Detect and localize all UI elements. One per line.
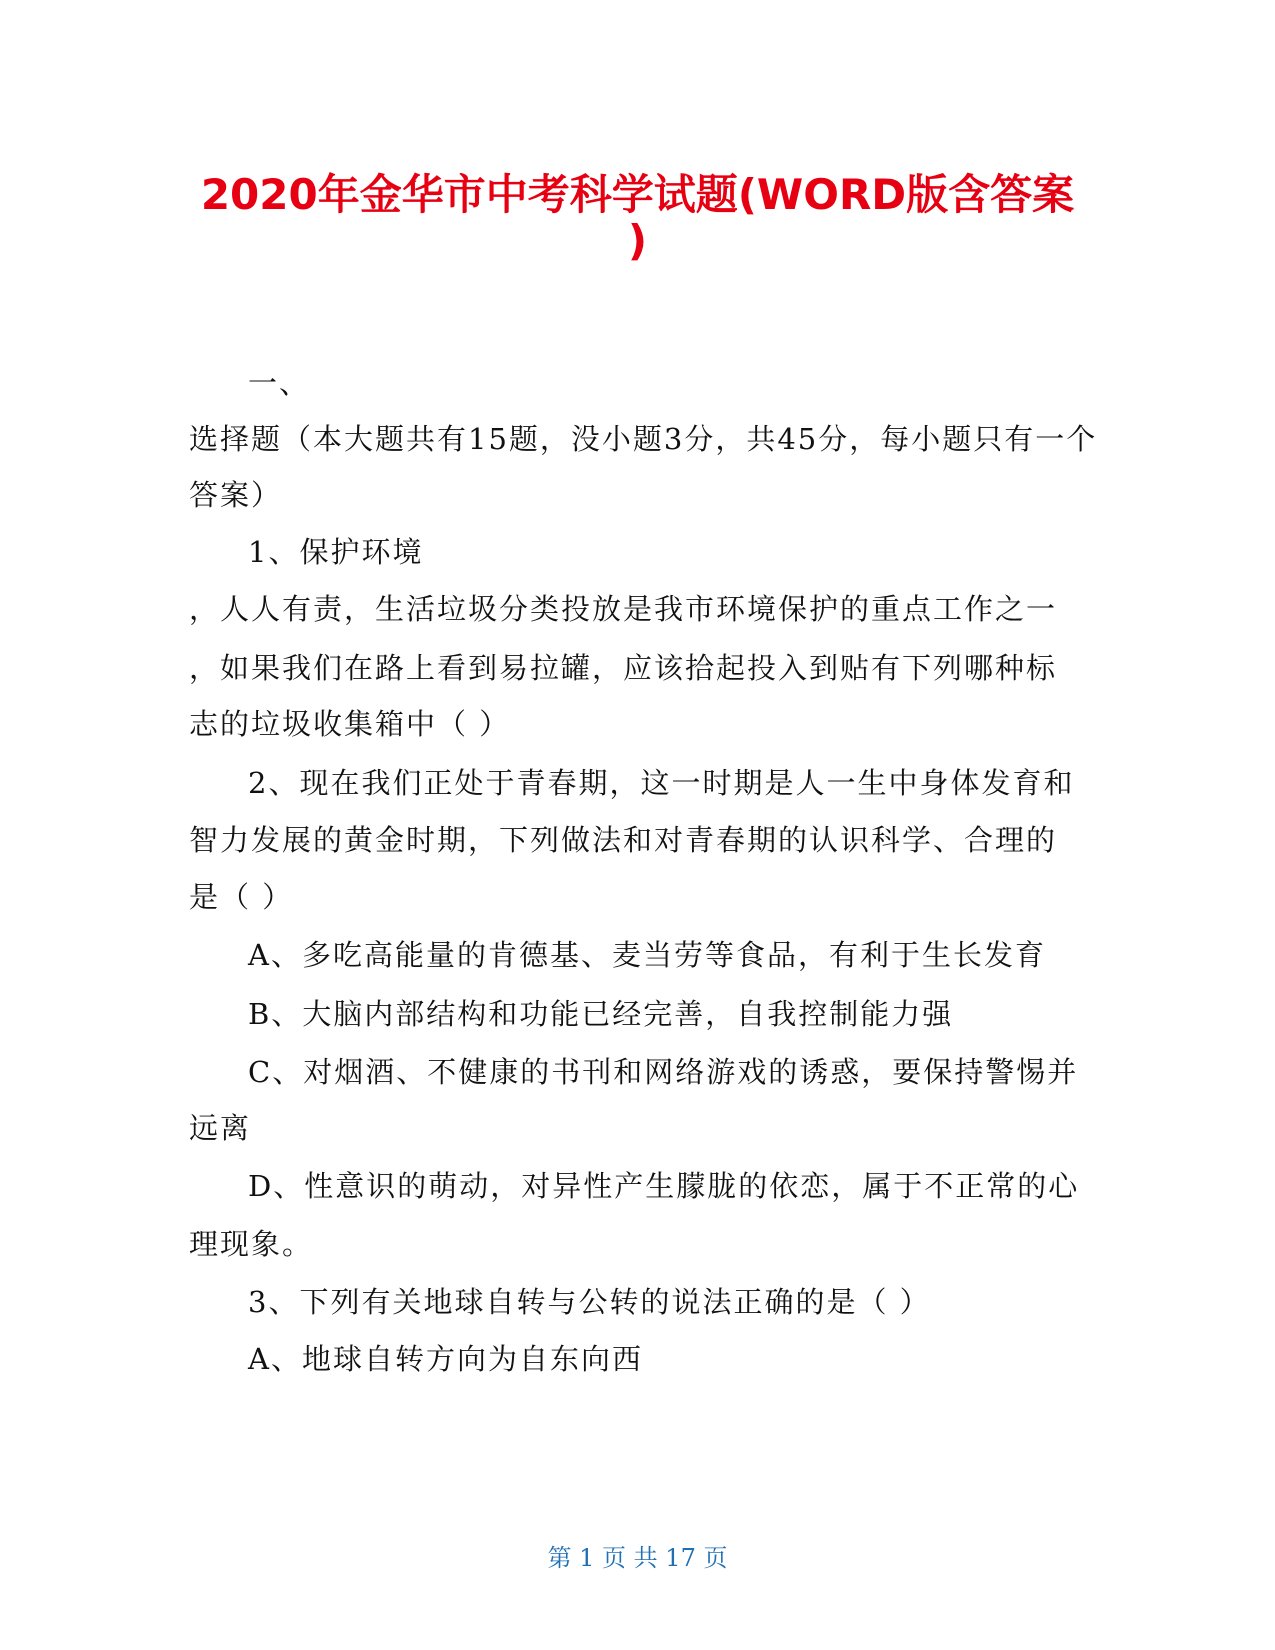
question-2-option-c-continuation: 远离	[189, 1111, 252, 1145]
question-3-start: 3、下列有关地球自转与公转的说法正确的是（ ）	[248, 1285, 931, 1319]
question-2-option-c: C、对烟酒、不健康的书刊和网络游戏的诱惑，要保持警惕并	[248, 1055, 1079, 1089]
question-3-option-a: A、地球自转方向为自东向西	[248, 1342, 643, 1376]
section-heading-continuation: 答案）	[189, 478, 283, 512]
page-footer: 第 1 页 共 17 页	[547, 1544, 728, 1572]
document-title-continuation: )	[627, 216, 648, 265]
question-1-line: 志的垃圾收集箱中（ ）	[189, 707, 511, 741]
question-2-option-d: D、性意识的萌动，对异性产生朦胧的依恋，属于不正常的心	[248, 1169, 1080, 1203]
question-2-option-b: B、大脑内部结构和功能已经完善，自我控制能力强	[248, 997, 954, 1031]
question-1-start: 1、保护环境	[248, 535, 424, 569]
question-2-line: 智力发展的黄金时期，下列做法和对青春期的认识科学、合理的	[189, 823, 1058, 857]
question-1-line: ，如果我们在路上看到易拉罐，应该拾起投入到贴有下列哪种标	[189, 651, 1058, 685]
question-2-option-d-continuation: 理现象。	[189, 1227, 314, 1261]
section-heading: 选择题（本大题共有15题，没小题3分，共45分，每小题只有一个	[189, 422, 1098, 456]
question-2-start: 2、现在我们正处于青春期，这一时期是人一生中身体发育和	[248, 766, 1075, 800]
section-number: 一、	[248, 366, 311, 400]
question-2-option-a: A、多吃高能量的肯德基、麦当劳等食品，有利于生长发育	[248, 938, 1046, 972]
question-2-line: 是（ ）	[189, 880, 294, 914]
document-title: 2020年金华市中考科学试题(WORD版含答案	[200, 170, 1075, 219]
question-1-line: ，人人有责，生活垃圾分类投放是我市环境保护的重点工作之一	[189, 592, 1058, 626]
